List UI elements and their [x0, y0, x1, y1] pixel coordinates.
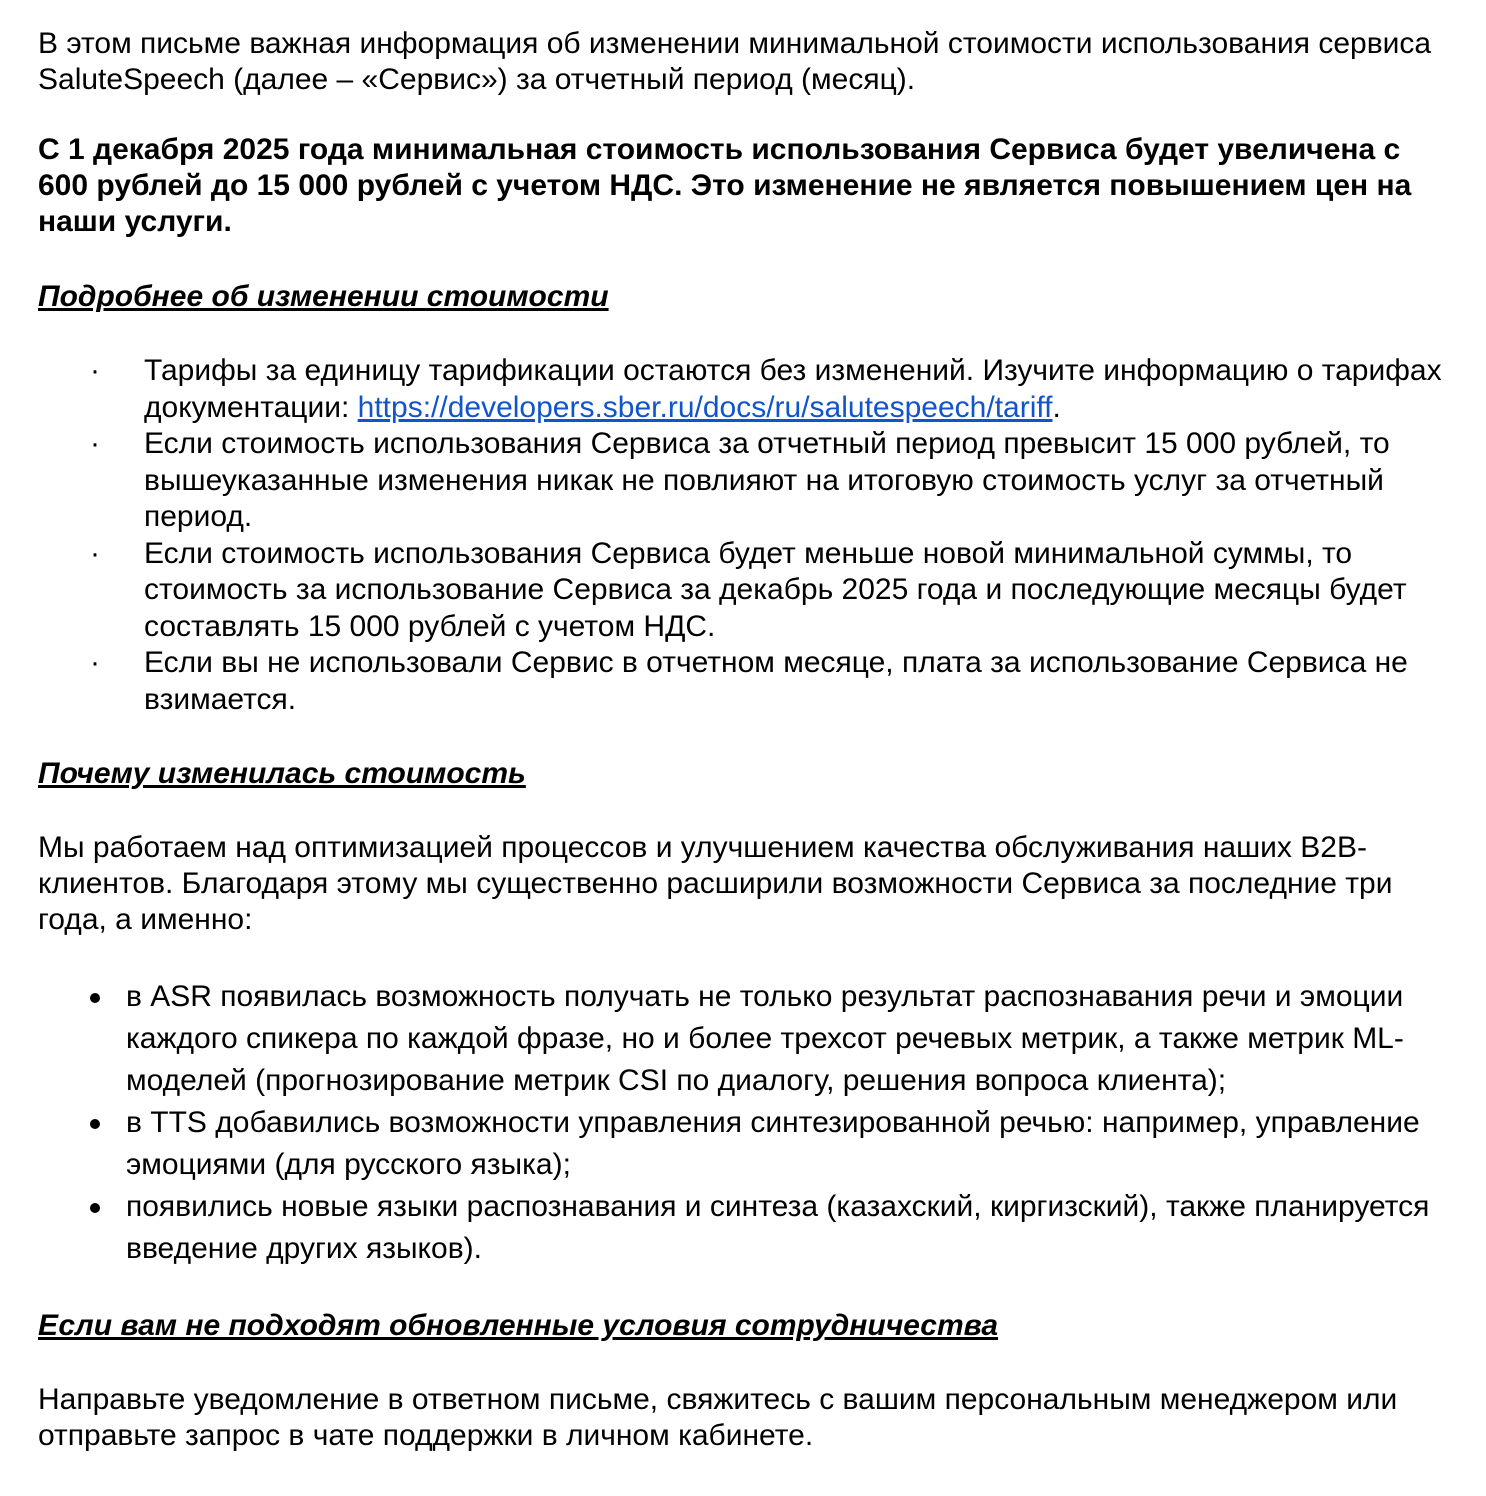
list-item-suffix: . — [1052, 390, 1061, 424]
options-paragraph: Направьте уведомление в ответном письме, свяжитесь с вашим персональным менеджером или отправьте запрос в чате поддержки в личном кабинете. — [38, 1383, 1398, 1452]
list-item-text: в TTS добавились возможности управления синтезированной речью: например, управление эмоциями (для русского языка); — [126, 1106, 1420, 1181]
list-item — [38, 353, 1458, 426]
list-item — [38, 645, 1458, 718]
why-paragraph: Мы работаем над оптимизацией процессов и улучшением качества обслуживания наших B2B-клиентов. Благодаря этому мы существенно расширили возможности Сервиса за последние три года, а именно: — [38, 831, 1393, 936]
list-item — [38, 1102, 1458, 1186]
tariff-link[interactable]: https://developers.sber.ru/docs/ru/salutespeech/tariff — [357, 390, 1053, 424]
section-heading-details: Подробнее об изменении стоимости — [38, 280, 609, 313]
intro-paragraph: В этом письме важная информация об изменении минимальной стоимости использования сервиса SaluteSpeech (далее – «Сервис») за отчетный период (месяц). — [38, 27, 1432, 96]
bullet-dot-icon: · — [90, 536, 100, 570]
price-change-notice: С 1 декабря 2025 года минимальная стоимость использования Сервиса будет увеличена с 600 рублей до 15 000 рублей с учетом НДС. Это изменение не является повышением цен на наши услуги. — [38, 133, 1412, 238]
list-item — [38, 426, 1458, 536]
email-body — [38, 0, 1458, 1454]
bullet-dot-icon: · — [90, 646, 100, 679]
bullet-dot-icon: · — [90, 354, 100, 387]
list-item — [38, 976, 1458, 1102]
bullet-icon — [90, 993, 100, 1003]
list-item-text: в ASR появилась возможность получать не только результат распознавания речи и эмоции каждого спикера по каждой фразе, но и более трехсот речевых метрик, а также метрик ML-моделей (прогнозирование метрик CSI по диалогу, решения вопроса клиента); — [126, 980, 1404, 1097]
list-item-prefix: Тарифы за единицу тарификации остаются без изменений. Изучите информацию о тарифах документации: — [144, 354, 1442, 424]
list-item-text: появились новые языки распознавания и синтеза (казахский, киргизский), также планируется введение других языков). — [126, 1190, 1430, 1265]
features-list — [38, 976, 1458, 1270]
list-item-text: Если вы не использовали Сервис в отчетном месяце, плата за использование Сервиса не взимается. — [144, 646, 1408, 716]
section-heading-options: Если вам не подходят обновленные условия сотрудничества — [38, 1309, 999, 1342]
section-heading-why: Почему изменилась стоимость — [38, 757, 526, 790]
list-item — [38, 536, 1458, 646]
list-item-text: Если стоимость использования Сервиса за отчетный период превысит 15 000 рублей, то вышеуказанные изменения никак не повлияют на итоговую стоимость услуг за отчетный период. — [144, 427, 1390, 533]
bullet-dot-icon: · — [90, 427, 100, 460]
list-item-text: Если стоимость использования Сервиса будет меньше новой минимальной суммы, то стоимость за использование Сервиса за декабрь 2025 года и последующие месяцы будет составлять 15 000 рублей с учетом НДС. — [144, 536, 1407, 643]
bullet-icon — [90, 1203, 100, 1213]
list-item-text — [144, 354, 1442, 424]
bullet-icon — [90, 1119, 100, 1129]
list-item — [38, 1186, 1458, 1270]
details-list — [38, 353, 1458, 718]
